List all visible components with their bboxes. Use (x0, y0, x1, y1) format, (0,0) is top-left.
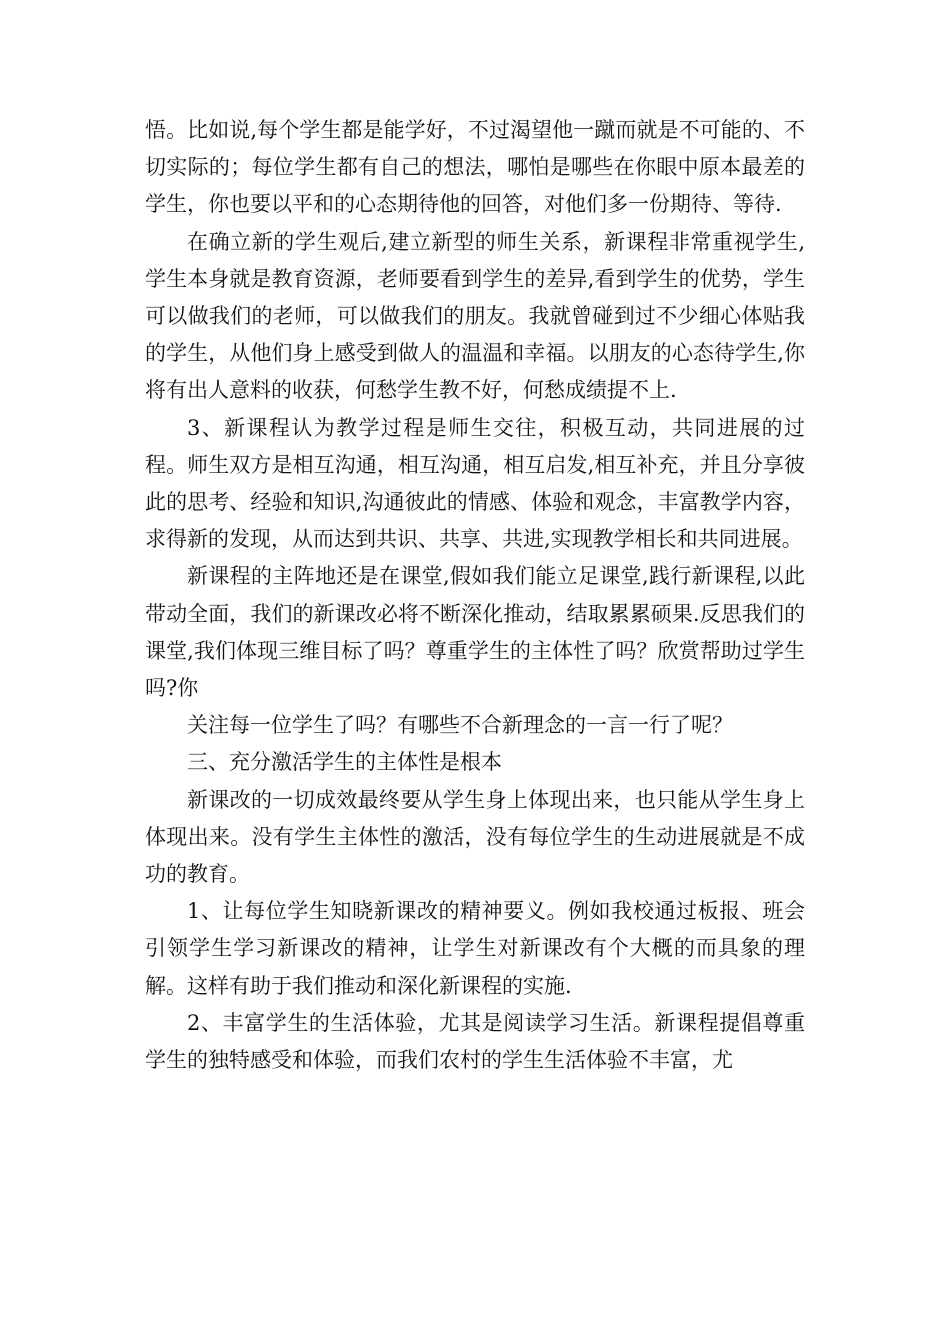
paragraph-reform-results: 新课改的一切成效最终要从学生身上体现出来，也只能从学生身上体现出来。没有学生主体性的激活，没有每位学生的生动进展就是不成功的教育。 (145, 787, 805, 887)
document-page (145, 112, 805, 1079)
paragraph-continuation: 悟。比如说,每个学生都是能学好，不过渴望他一蹴而就是不可能的、不切实际的；每位学生都有自己的想法，哪怕是哪些在你眼中原本最差的学生，你也要以平和的心态期待他的回答，对他们多一份期待、等待. (145, 118, 805, 217)
paragraph-teaching-process: 3、新课程认为教学过程是师生交往，积极互动，共同进展的过程。师生双方是相互沟通，相互沟通，相互启发,相互补充，并且分享彼此的思考、经验和知识,沟通彼此的情感、体验和观念，丰富教学内容，求得新的发现，从而达到共识、共享、共进,实现教学相长和共同进展。 (145, 415, 805, 552)
section-heading-student-subjectivity: 三、充分激活学生的主体性是根本 (187, 750, 502, 775)
paragraph-teacher-student-relationship: 在确立新的学生观后,建立新型的师生关系，新课程非常重视学生,学生本身就是教育资源，老师要看到学生的差异,看到学生的优势，学生可以做我们的老师，可以做我们的朋友。我就曾碰到过不少细心体贴我的学生，从他们身上感受到做人的温温和幸福。以朋友的心态待学生,你将有出人意料的收获，何愁学生教不好，何愁成绩提不上. (145, 229, 805, 403)
paragraph-point-1: 1、让每位学生知晓新课改的精神要义。例如我校通过板报、班会引领学生学习新课改的精神，让学生对新课改有个大概的而具象的理解。这样有助于我们推动和深化新课程的实施. (145, 899, 805, 998)
paragraph-classroom-reflection: 新课程的主阵地还是在课堂,假如我们能立足课堂,践行新课程,以此带动全面，我们的新课改必将不断深化推动，结取累累硕果.反思我们的课堂,我们体现三维目标了吗？尊重学生的主体性了吗？欣赏帮助过学生吗?你 (145, 564, 805, 701)
paragraph-point-2: 2、丰富学生的生活体验，尤其是阅读学习生活。新课程提倡尊重学生的独特感受和体验，而我们农村的学生生活体验不丰富，尤 (145, 1010, 805, 1073)
paragraph-attention-question: 关注每一位学生了吗？有哪些不合新理念的一言一行了呢？ (187, 713, 733, 738)
